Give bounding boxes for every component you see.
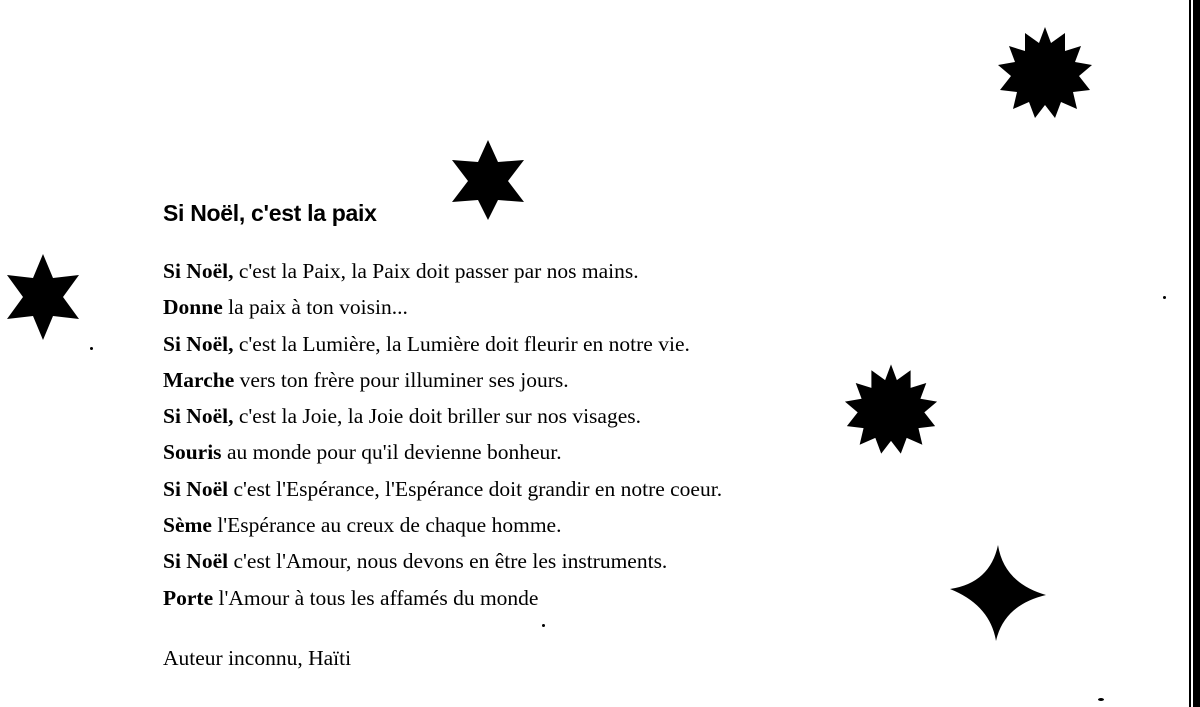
poem-line <box>163 253 722 289</box>
line-text: c'est la Lumière, la Lumière doit fleurir en notre vie. <box>233 331 690 356</box>
poem-line <box>163 289 722 325</box>
line-text: la paix à ton voisin... <box>222 295 408 320</box>
line-lead: Si Noël <box>163 476 229 501</box>
line-lead: Marche <box>163 367 235 392</box>
scan-speck <box>542 624 545 627</box>
line-lead: Souris <box>163 440 222 465</box>
six-point-star-icon <box>446 138 530 222</box>
line-text: l'Amour à tous les affamés du monde <box>213 585 539 610</box>
line-text: l'Espérance au creux de chaque homme. <box>211 513 562 538</box>
author-credit: Auteur inconnu, Haïti <box>163 646 352 670</box>
scan-speck <box>1163 296 1166 299</box>
page-edge <box>1186 0 1200 707</box>
line-text: c'est la Paix, la Paix doit passer par nos mains. <box>233 259 639 283</box>
scan-speck <box>1098 698 1104 701</box>
line-text: c'est la Joie, la Joie doit briller sur nos visages. <box>233 404 641 429</box>
poem-line <box>163 507 722 543</box>
six-point-star-icon <box>3 252 83 342</box>
poem-body <box>163 253 722 616</box>
eleven-point-star-icon <box>842 362 940 456</box>
line-lead: Si Noël, <box>163 259 234 283</box>
line-text: c'est l'Amour, nous devons en être les instruments. <box>228 549 668 574</box>
line-text: au monde pour qu'il devienne bonheur. <box>221 440 562 465</box>
line-lead: Porte <box>163 585 214 610</box>
poem-line <box>163 580 722 616</box>
poem-line <box>163 543 722 579</box>
line-text: vers ton frère pour illuminer ses jours. <box>234 367 569 392</box>
line-lead: Sème <box>163 513 212 538</box>
poem-line <box>163 362 722 398</box>
poem-line <box>163 326 722 362</box>
poem-line <box>163 434 722 470</box>
line-lead: Si Noël <box>163 549 229 574</box>
line-text: c'est l'Espérance, l'Espérance doit grandir en notre coeur. <box>228 476 723 501</box>
poem-line <box>163 471 722 507</box>
poem-title: Si Noël, c'est la paix <box>163 200 377 226</box>
scan-speck <box>90 347 93 350</box>
eleven-point-star-icon <box>995 25 1095 120</box>
line-lead: Si Noël, <box>163 331 234 356</box>
four-point-star-icon <box>946 543 1050 643</box>
poem-line <box>163 398 722 434</box>
line-lead: Donne <box>163 295 223 320</box>
line-lead: Si Noël, <box>163 404 234 429</box>
